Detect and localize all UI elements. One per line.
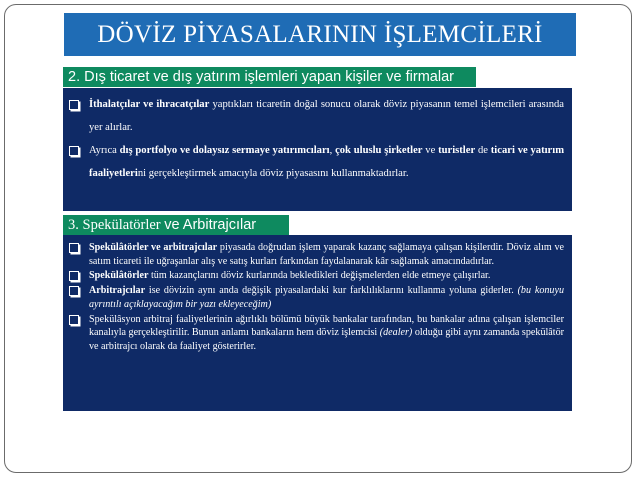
investors-text-2: , (329, 145, 336, 156)
section1-item-investors (69, 139, 564, 185)
speculation-text-2: olduğu gibi aynı zamanda spekülâtör ve arbitrajcı olarak da faaliyet gösterirler. (89, 327, 564, 352)
trade-investment-term: ticari ve yatırım faaliyetleri (89, 145, 565, 179)
speculators-arbitrageurs-term: Spekülâtörler ve arbitrajcılar (89, 242, 218, 253)
section2-item-speculators (69, 269, 564, 283)
speculators-text: tüm kazançlarını döviz kurlarında bekledikleri değişmelerden elde etmeye çalışırlar. (148, 270, 491, 282)
checkbox-bullet-icon (69, 286, 79, 296)
section2-item-arbitrageurs (69, 284, 564, 311)
investors-text-5: ni gerçekleştirmek amacıyla döviz piyasasını kullanmaktadırlar. (137, 168, 409, 179)
speculation-text-1: Spekülâsyon arbitraj faaliyetlerinin ağırlıklı bölümü büyük bankalar tarafından, bu bankalar adına çalışan işlemciler kanalıyla gerçekleştirilir. Bunun anlamı bankaların hem döviz işlemcisi (89, 313, 564, 339)
section2-content-box (63, 235, 572, 411)
tourists-term: turistler (438, 145, 476, 156)
slide-title: DÖVİZ PİYASALARININ İŞLEMCİLERİ (64, 13, 576, 56)
investors-text-4: de (475, 145, 491, 156)
section2-heading-part2: ve Arbitrajcılar (164, 217, 257, 233)
section2-heading-part1: 3. Spekülatörler (68, 216, 165, 233)
section2-item-speculators-arbitrageurs (69, 241, 564, 268)
investors-text-3: ve (422, 145, 439, 156)
checkbox-bullet-icon (69, 100, 79, 110)
arbitrageurs-term: Arbitrajcılar (89, 285, 146, 297)
investors-text-1: Ayrıca (89, 145, 120, 156)
speculators-arbitrageurs-text: piyasada doğrudan işlem yaparak kazanç sağlamaya çalışan kişilerdir. Döviz alım ve satım ticareti ile uğraşanlar alış ve satış kurları farkından faydalanarak kâr sağlamak amacındadırlar. (89, 242, 565, 267)
checkbox-bullet-icon (69, 146, 79, 156)
arbitrageurs-note: (bu konuyu ayrıntılı açıklayacağım bir yazı ekleyeceğim) (89, 285, 564, 310)
multinational-term: çok uluslu şirketler (335, 145, 423, 156)
section1-heading: 2. Dış ticaret ve dış yatırım işlemleri yapan kişiler ve firmalar (63, 67, 476, 87)
section2-item-speculation-banks (69, 313, 564, 354)
arbitrageurs-text: ise dövizin aynı anda değişik piyasalardaki kur farklılıklarını kullanma yoluna giderler. (145, 285, 518, 297)
section2-heading (63, 215, 289, 235)
checkbox-bullet-icon (69, 243, 79, 253)
importers-exporters-text: yaptıkları ticaretin doğal sonucu olarak döviz piyasanın temel işlemcileri arasında yer alırlar. (89, 99, 564, 133)
section1-content-box (63, 88, 572, 211)
portfolio-investors-term: dış portfolyo ve dolaysız sermaye yatırımcıları (119, 145, 330, 156)
checkbox-bullet-icon (69, 315, 79, 325)
importers-exporters-term: İthalatçılar ve ihracatçılar (89, 99, 210, 110)
checkbox-bullet-icon (69, 271, 79, 281)
speculators-term: Spekülâtörler (89, 270, 149, 282)
section1-item-importers (69, 93, 564, 139)
dealer-term: (dealer) (379, 327, 413, 339)
